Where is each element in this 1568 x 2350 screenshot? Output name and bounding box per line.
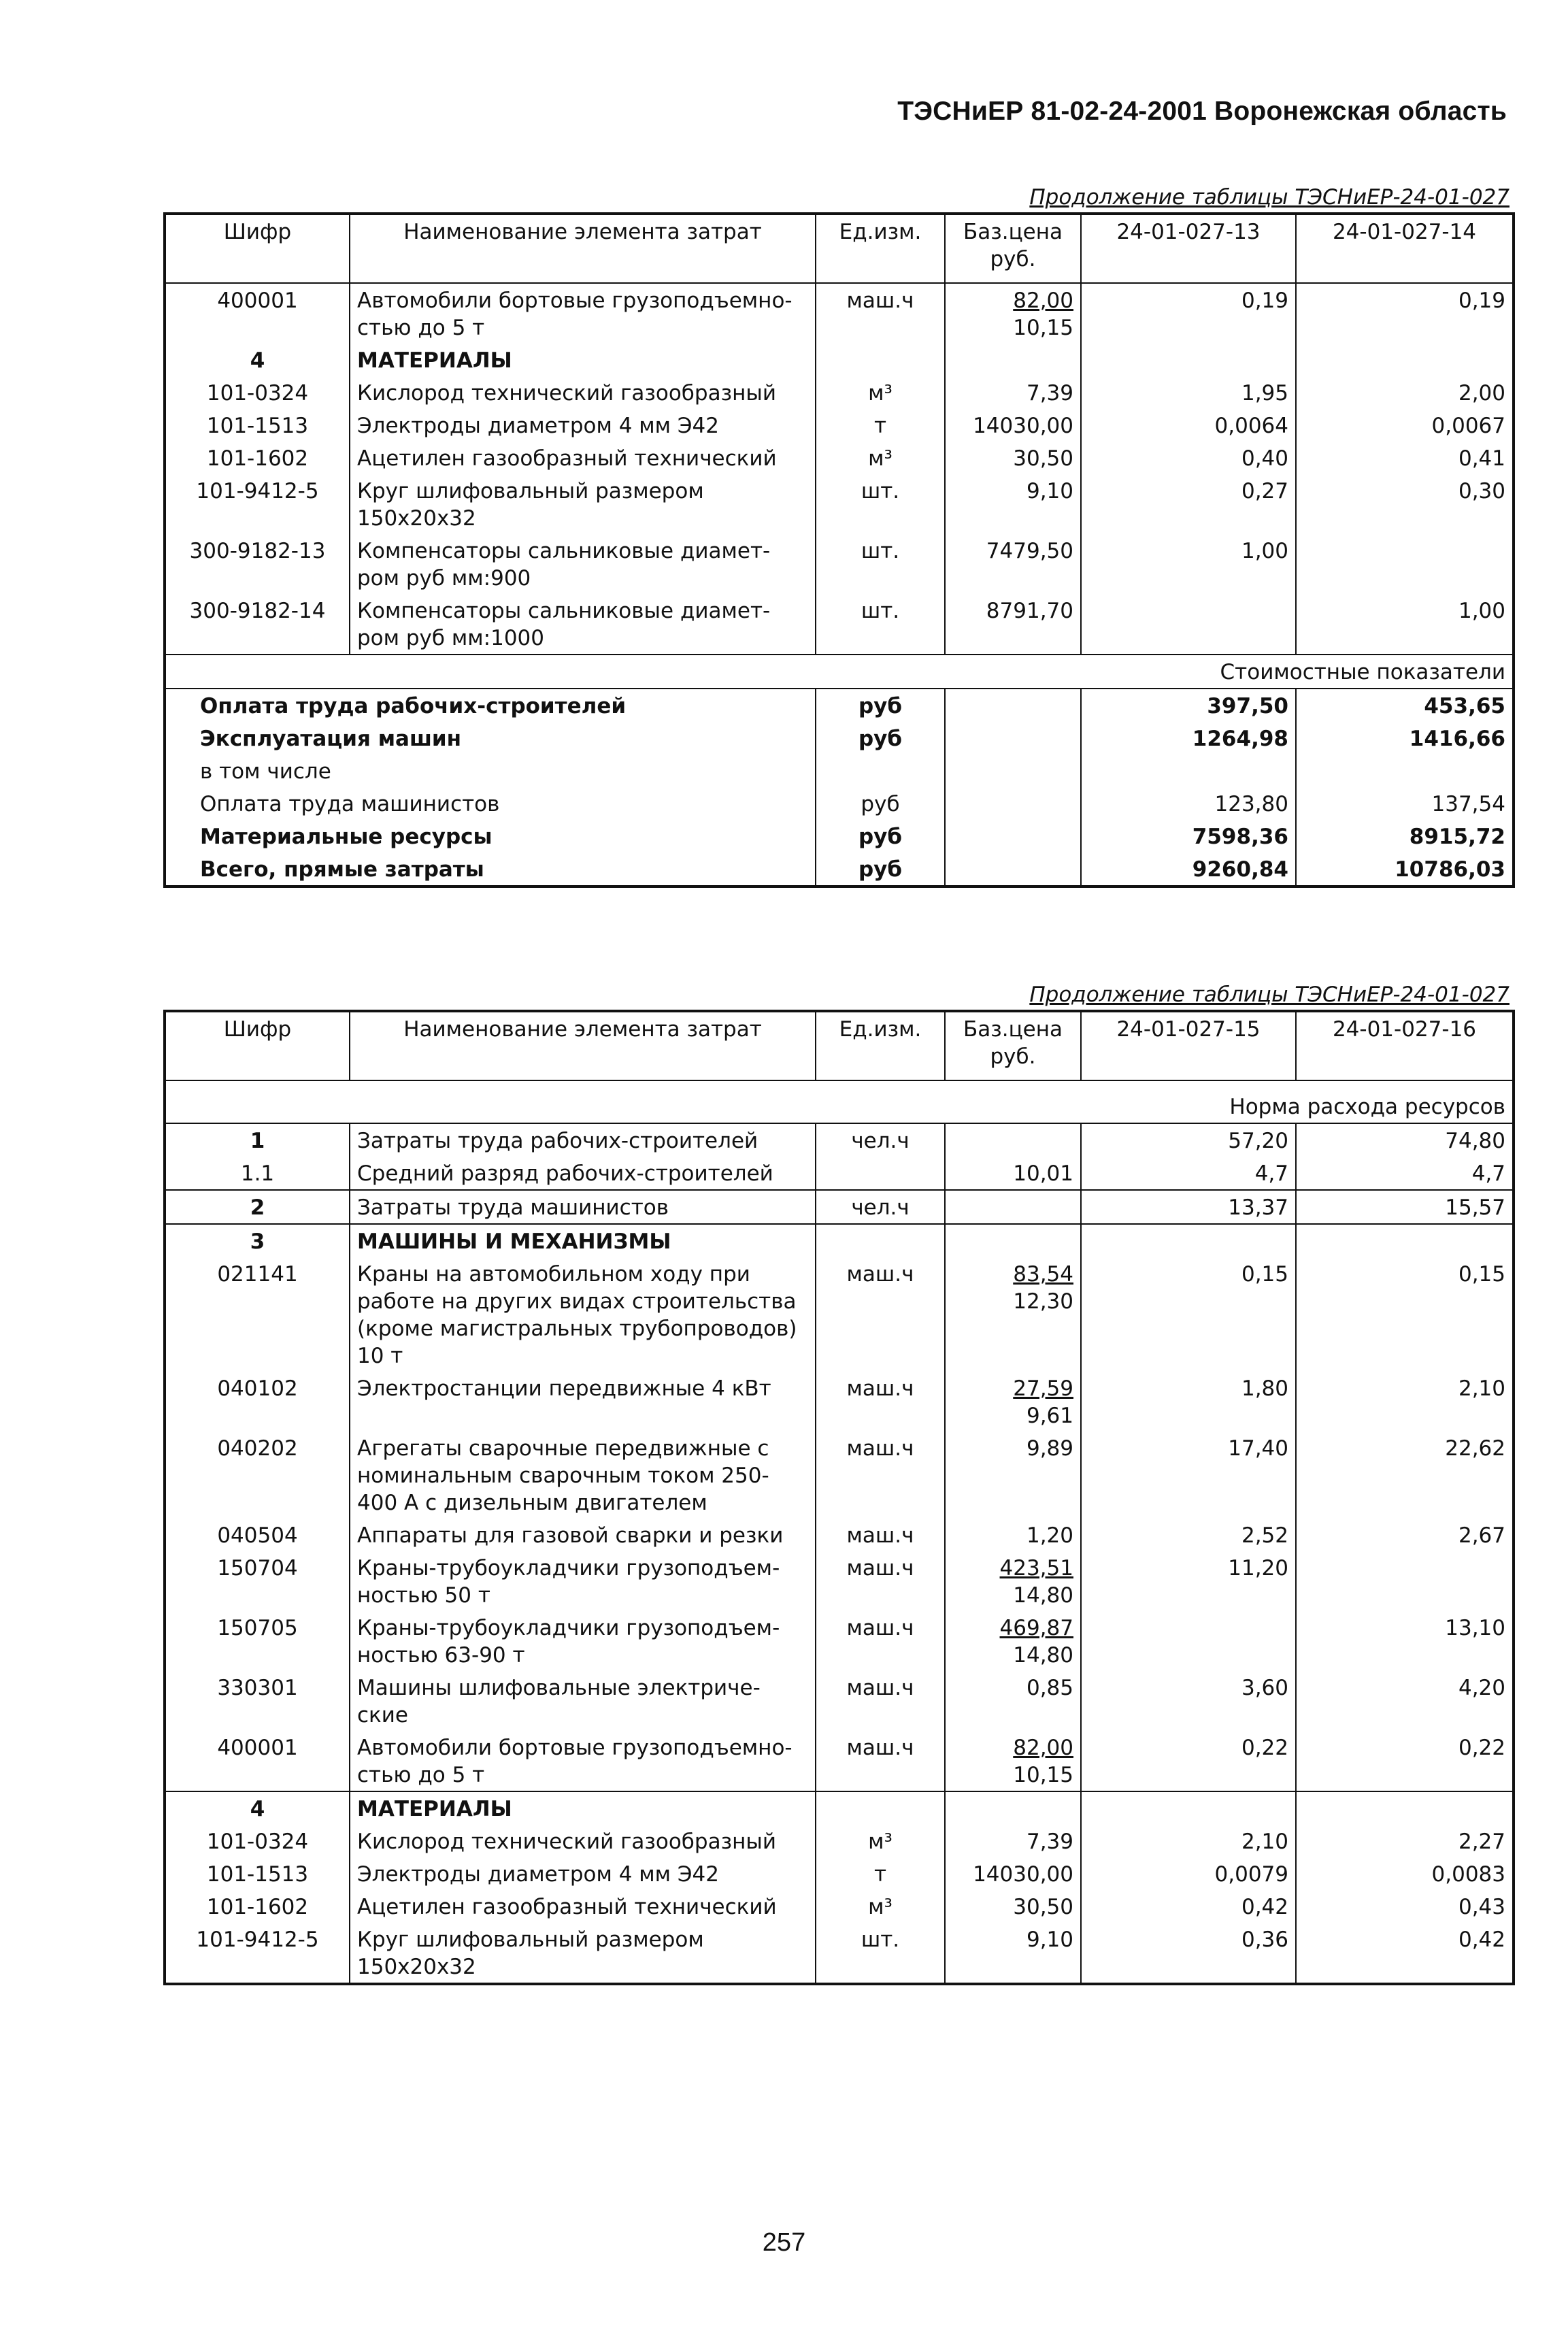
- cell-price: [945, 1257, 1081, 1372]
- summary-col1: 123,80: [1081, 787, 1296, 820]
- summary-label: Оплата труда рабочих-строителей: [165, 689, 816, 722]
- cell-col2: 74,80: [1296, 1123, 1514, 1157]
- cell-code: 021141: [165, 1257, 350, 1372]
- cell-col1: 11,20: [1081, 1551, 1296, 1611]
- cell-col1: 0,36: [1081, 1923, 1296, 1984]
- summary-row: [165, 787, 1514, 820]
- table-row: [165, 376, 1514, 409]
- header-code: Шифр: [165, 1011, 350, 1080]
- cell-col2: 0,0083: [1296, 1857, 1514, 1890]
- cell-unit: маш.ч: [816, 1671, 945, 1731]
- cell-col2: 4,7: [1296, 1157, 1514, 1190]
- cell-unit: м³: [816, 442, 945, 474]
- header-price: Баз.цена руб.: [945, 214, 1081, 283]
- table1: [163, 212, 1515, 888]
- cell-name: Затраты труда машинистов: [350, 1190, 816, 1224]
- cell-code: 4: [165, 344, 350, 376]
- cell-col2: 0,42: [1296, 1923, 1514, 1984]
- cell-col1: 2,52: [1081, 1519, 1296, 1551]
- price-wage-value: 10,15: [1013, 1763, 1073, 1787]
- summary-col2: [1296, 755, 1514, 787]
- header-unit: Ед.изм.: [816, 214, 945, 283]
- cell-name: МАШИНЫ И МЕХАНИЗМЫ: [350, 1224, 816, 1257]
- cell-price: 30,50: [945, 1890, 1081, 1923]
- table1-body: [165, 283, 1514, 655]
- cell-code: 4: [165, 1791, 350, 1825]
- table1-continuation-note: Продолжение таблицы ТЭСНиЕР-24-01-027: [1029, 185, 1509, 210]
- cell-unit: маш.ч: [816, 1431, 945, 1519]
- cell-unit: м³: [816, 1890, 945, 1923]
- cell-name: Компенсаторы сальниковые диамет-ром руб мм:900: [350, 534, 816, 594]
- table-row: [165, 283, 1514, 344]
- cell-col1: 1,95: [1081, 376, 1296, 409]
- cell-name: Круг шлифовальный размером 150х20х32: [350, 1923, 816, 1984]
- cell-price: 10,01: [945, 1157, 1081, 1190]
- cell-unit: м³: [816, 1825, 945, 1857]
- table2-continuation-note: Продолжение таблицы ТЭСНиЕР-24-01-027: [1029, 982, 1509, 1007]
- price-value: 83,54: [1013, 1262, 1073, 1287]
- cell-col2: [1296, 1551, 1514, 1611]
- summary-unit: [816, 755, 945, 787]
- table1-cost-label-row: [165, 655, 1514, 689]
- table2-body: [165, 1123, 1514, 1984]
- table-row: [165, 1224, 1514, 1257]
- cell-col1: 57,20: [1081, 1123, 1296, 1157]
- table-row: [165, 1519, 1514, 1551]
- cell-name: Краны на автомобильном ходу при работе на других видах строительства (кроме магистральных трубопроводов) 10 т: [350, 1257, 816, 1372]
- header-col1: 24-01-027-15: [1081, 1011, 1296, 1080]
- price-wage-value: 14,80: [1013, 1583, 1073, 1608]
- table-row: [165, 1123, 1514, 1157]
- cell-code: 101-1513: [165, 1857, 350, 1890]
- cell-name: Агрегаты сварочные передвижные с номинальным сварочным током 250-400 А с дизельным двигателем: [350, 1431, 816, 1519]
- cell-name: Кислород технический газообразный: [350, 1825, 816, 1857]
- document-title: ТЭСНиЕР 81-02-24-2001 Воронежская область: [897, 97, 1507, 126]
- cell-col1: 1,80: [1081, 1372, 1296, 1431]
- cell-code: 330301: [165, 1671, 350, 1731]
- header-name: Наименование элемента затрат: [350, 1011, 816, 1080]
- cell-unit: т: [816, 409, 945, 442]
- cell-col1: [1081, 344, 1296, 376]
- cell-price: 7,39: [945, 376, 1081, 409]
- summary-unit: руб: [816, 689, 945, 722]
- table-row: [165, 1890, 1514, 1923]
- summary-unit: руб: [816, 853, 945, 887]
- summary-unit: руб: [816, 820, 945, 853]
- cell-col1: 4,7: [1081, 1157, 1296, 1190]
- table-row: [165, 1791, 1514, 1825]
- cell-col1: 0,27: [1081, 474, 1296, 534]
- cell-col1: 0,42: [1081, 1890, 1296, 1923]
- cell-code: 400001: [165, 283, 350, 344]
- cell-price: 7,39: [945, 1825, 1081, 1857]
- cell-price: 1,20: [945, 1519, 1081, 1551]
- table2: [163, 1010, 1515, 1985]
- cell-name: Средний разряд рабочих-строителей: [350, 1157, 816, 1190]
- cell-col2: 0,41: [1296, 442, 1514, 474]
- table-row: [165, 474, 1514, 534]
- cell-code: 300-9182-13: [165, 534, 350, 594]
- summary-label: Всего, прямые затраты: [165, 853, 816, 887]
- cell-col2: 0,15: [1296, 1257, 1514, 1372]
- cell-unit: чел.ч: [816, 1123, 945, 1157]
- cell-unit: т: [816, 1857, 945, 1890]
- cell-unit: [816, 1157, 945, 1190]
- summary-label: Эксплуатация машин: [165, 722, 816, 755]
- header-unit: Ед.изм.: [816, 1011, 945, 1080]
- page-number: 257: [762, 2228, 806, 2257]
- cell-col2: 13,10: [1296, 1611, 1514, 1671]
- cell-name: Затраты труда рабочих-строителей: [350, 1123, 816, 1157]
- cell-col2: [1296, 1791, 1514, 1825]
- cell-col1: 0,0064: [1081, 409, 1296, 442]
- cell-price: [945, 1791, 1081, 1825]
- price-value: 27,59: [1013, 1376, 1073, 1401]
- cell-price: 14030,00: [945, 1857, 1081, 1890]
- cell-code: 101-9412-5: [165, 474, 350, 534]
- price-value: 423,51: [999, 1556, 1073, 1581]
- cell-code: 1.1: [165, 1157, 350, 1190]
- cell-col2: 0,22: [1296, 1731, 1514, 1791]
- cell-unit: шт.: [816, 1923, 945, 1984]
- cell-name: Ацетилен газообразный технический: [350, 1890, 816, 1923]
- cell-col2: 0,19: [1296, 283, 1514, 344]
- cell-price: [945, 1224, 1081, 1257]
- cell-col2: [1296, 1224, 1514, 1257]
- norm-label: Норма расхода ресурсов: [165, 1080, 1514, 1123]
- summary-label: Оплата труда машинистов: [165, 787, 816, 820]
- summary-blank: [945, 722, 1081, 755]
- cell-price: 7479,50: [945, 534, 1081, 594]
- summary-col1: [1081, 755, 1296, 787]
- summary-col1: 7598,36: [1081, 820, 1296, 853]
- cell-name: Машины шлифовальные электриче-ские: [350, 1671, 816, 1731]
- cell-price: [945, 1372, 1081, 1431]
- cell-unit: чел.ч: [816, 1190, 945, 1224]
- cell-unit: маш.ч: [816, 1551, 945, 1611]
- cell-name: Автомобили бортовые грузоподъемно-стью до 5 т: [350, 283, 816, 344]
- table-row: [165, 1857, 1514, 1890]
- price-wage-value: 14,80: [1013, 1643, 1073, 1668]
- cell-col1: [1081, 1224, 1296, 1257]
- cell-col1: [1081, 594, 1296, 655]
- summary-blank: [945, 787, 1081, 820]
- table-row: [165, 594, 1514, 655]
- cell-col1: [1081, 1791, 1296, 1825]
- summary-col2: 453,65: [1296, 689, 1514, 722]
- table-row: [165, 1923, 1514, 1984]
- cell-price: [945, 1731, 1081, 1791]
- cell-col2: 2,27: [1296, 1825, 1514, 1857]
- cell-name: Электростанции передвижные 4 кВт: [350, 1372, 816, 1431]
- cell-code: 150704: [165, 1551, 350, 1611]
- cell-unit: шт.: [816, 534, 945, 594]
- table-row: [165, 1825, 1514, 1857]
- table-row: [165, 442, 1514, 474]
- cell-col2: 2,10: [1296, 1372, 1514, 1431]
- table-row: [165, 1431, 1514, 1519]
- summary-unit: руб: [816, 722, 945, 755]
- cell-code: 150705: [165, 1611, 350, 1671]
- cell-code: 2: [165, 1190, 350, 1224]
- cost-indicators-label: Стоимостные показатели: [165, 655, 1514, 689]
- cell-unit: маш.ч: [816, 1257, 945, 1372]
- cell-col1: 0,40: [1081, 442, 1296, 474]
- cell-unit: [816, 1224, 945, 1257]
- cell-unit: маш.ч: [816, 1372, 945, 1431]
- cell-code: 040504: [165, 1519, 350, 1551]
- cell-name: МАТЕРИАЛЫ: [350, 1791, 816, 1825]
- cell-price: 9,10: [945, 1923, 1081, 1984]
- cell-name: Краны-трубоукладчики грузоподъем-ностью 63-90 т: [350, 1611, 816, 1671]
- cell-unit: шт.: [816, 594, 945, 655]
- cell-code: 300-9182-14: [165, 594, 350, 655]
- table-row: [165, 534, 1514, 594]
- cell-col1: [1081, 1611, 1296, 1671]
- cell-col1: 17,40: [1081, 1431, 1296, 1519]
- header-name: Наименование элемента затрат: [350, 214, 816, 283]
- cell-col2: 0,30: [1296, 474, 1514, 534]
- summary-col1: 1264,98: [1081, 722, 1296, 755]
- cell-name: Автомобили бортовые грузоподъемно-стью до 5 т: [350, 1731, 816, 1791]
- cell-col1: 0,15: [1081, 1257, 1296, 1372]
- header-code: Шифр: [165, 214, 350, 283]
- cell-name: Кислород технический газообразный: [350, 376, 816, 409]
- cell-unit: маш.ч: [816, 283, 945, 344]
- cell-unit: маш.ч: [816, 1519, 945, 1551]
- table2-norm-label-row: [165, 1080, 1514, 1123]
- cell-unit: шт.: [816, 474, 945, 534]
- table-row: [165, 1671, 1514, 1731]
- price-wage-value: 12,30: [1013, 1289, 1073, 1314]
- cell-name: Электроды диаметром 4 мм Э42: [350, 409, 816, 442]
- summary-blank: [945, 689, 1081, 722]
- cell-col1: 13,37: [1081, 1190, 1296, 1224]
- cell-col2: [1296, 534, 1514, 594]
- cell-price: 30,50: [945, 442, 1081, 474]
- cell-col2: 2,67: [1296, 1519, 1514, 1551]
- cell-price: [945, 1123, 1081, 1157]
- cell-code: 101-1602: [165, 442, 350, 474]
- summary-row: [165, 755, 1514, 787]
- cell-name: Круг шлифовальный размером 150х20х32: [350, 474, 816, 534]
- price-wage-value: 10,15: [1013, 316, 1073, 340]
- cell-code: 3: [165, 1224, 350, 1257]
- cell-price: 9,89: [945, 1431, 1081, 1519]
- cell-code: 101-0324: [165, 1825, 350, 1857]
- summary-unit: руб: [816, 787, 945, 820]
- cell-name: Электроды диаметром 4 мм Э42: [350, 1857, 816, 1890]
- cell-code: 101-9412-5: [165, 1923, 350, 1984]
- header-col2: 24-01-027-14: [1296, 214, 1514, 283]
- cell-col2: 0,0067: [1296, 409, 1514, 442]
- table-row: [165, 1157, 1514, 1190]
- table-row: [165, 1257, 1514, 1372]
- price-wage-value: 9,61: [1026, 1404, 1073, 1428]
- price-value: 82,00: [1013, 288, 1073, 313]
- summary-row: [165, 853, 1514, 887]
- table1-summary: [165, 689, 1514, 887]
- cell-name: Аппараты для газовой сварки и резки: [350, 1519, 816, 1551]
- cell-name: МАТЕРИАЛЫ: [350, 344, 816, 376]
- table-row: [165, 1731, 1514, 1791]
- header-price: Баз.цена руб.: [945, 1011, 1081, 1080]
- cell-col1: 3,60: [1081, 1671, 1296, 1731]
- cell-col1: 1,00: [1081, 534, 1296, 594]
- cell-code: 101-0324: [165, 376, 350, 409]
- summary-col2: 1416,66: [1296, 722, 1514, 755]
- cell-code: 1: [165, 1123, 350, 1157]
- table-row: [165, 409, 1514, 442]
- cell-col2: 2,00: [1296, 376, 1514, 409]
- summary-row: [165, 820, 1514, 853]
- summary-col2: 137,54: [1296, 787, 1514, 820]
- table1-header-row: [165, 214, 1514, 283]
- cell-code: 101-1513: [165, 409, 350, 442]
- table-row: [165, 1190, 1514, 1224]
- cell-price: [945, 1190, 1081, 1224]
- cell-name: Ацетилен газообразный технический: [350, 442, 816, 474]
- cell-price: [945, 1611, 1081, 1671]
- cell-code: 400001: [165, 1731, 350, 1791]
- cell-col2: 0,43: [1296, 1890, 1514, 1923]
- cell-price: 8791,70: [945, 594, 1081, 655]
- summary-row: [165, 722, 1514, 755]
- cell-price: [945, 1551, 1081, 1611]
- cell-price: 0,85: [945, 1671, 1081, 1731]
- cell-unit: маш.ч: [816, 1731, 945, 1791]
- cell-unit: маш.ч: [816, 1611, 945, 1671]
- summary-row: [165, 689, 1514, 722]
- cell-col1: 0,19: [1081, 283, 1296, 344]
- summary-col1: 397,50: [1081, 689, 1296, 722]
- price-value: 469,87: [999, 1616, 1073, 1640]
- cell-unit: м³: [816, 376, 945, 409]
- cell-col2: 22,62: [1296, 1431, 1514, 1519]
- cell-price: [945, 344, 1081, 376]
- cell-code: 040202: [165, 1431, 350, 1519]
- summary-blank: [945, 853, 1081, 887]
- table2-header-row: [165, 1011, 1514, 1080]
- summary-col2: 10786,03: [1296, 853, 1514, 887]
- cell-price: 9,10: [945, 474, 1081, 534]
- header-col2: 24-01-027-16: [1296, 1011, 1514, 1080]
- summary-label: Материальные ресурсы: [165, 820, 816, 853]
- price-value: 82,00: [1013, 1736, 1073, 1760]
- summary-blank: [945, 755, 1081, 787]
- table-row: [165, 1372, 1514, 1431]
- cell-unit: [816, 344, 945, 376]
- table-row: [165, 1611, 1514, 1671]
- cell-price: [945, 283, 1081, 344]
- cell-col1: 2,10: [1081, 1825, 1296, 1857]
- table-row: [165, 344, 1514, 376]
- summary-blank: [945, 820, 1081, 853]
- summary-col2: 8915,72: [1296, 820, 1514, 853]
- cell-unit: [816, 1791, 945, 1825]
- cell-col2: 15,57: [1296, 1190, 1514, 1224]
- cell-code: 101-1602: [165, 1890, 350, 1923]
- cell-name: Краны-трубоукладчики грузоподъем-ностью 50 т: [350, 1551, 816, 1611]
- cell-code: 040102: [165, 1372, 350, 1431]
- summary-label: в том числе: [165, 755, 816, 787]
- cell-col2: [1296, 344, 1514, 376]
- cell-col1: 0,22: [1081, 1731, 1296, 1791]
- cell-name: Компенсаторы сальниковые диамет-ром руб мм:1000: [350, 594, 816, 655]
- cell-col1: 0,0079: [1081, 1857, 1296, 1890]
- cell-col2: 1,00: [1296, 594, 1514, 655]
- cell-col2: 4,20: [1296, 1671, 1514, 1731]
- table-row: [165, 1551, 1514, 1611]
- cell-price: 14030,00: [945, 409, 1081, 442]
- header-col1: 24-01-027-13: [1081, 214, 1296, 283]
- summary-col1: 9260,84: [1081, 853, 1296, 887]
